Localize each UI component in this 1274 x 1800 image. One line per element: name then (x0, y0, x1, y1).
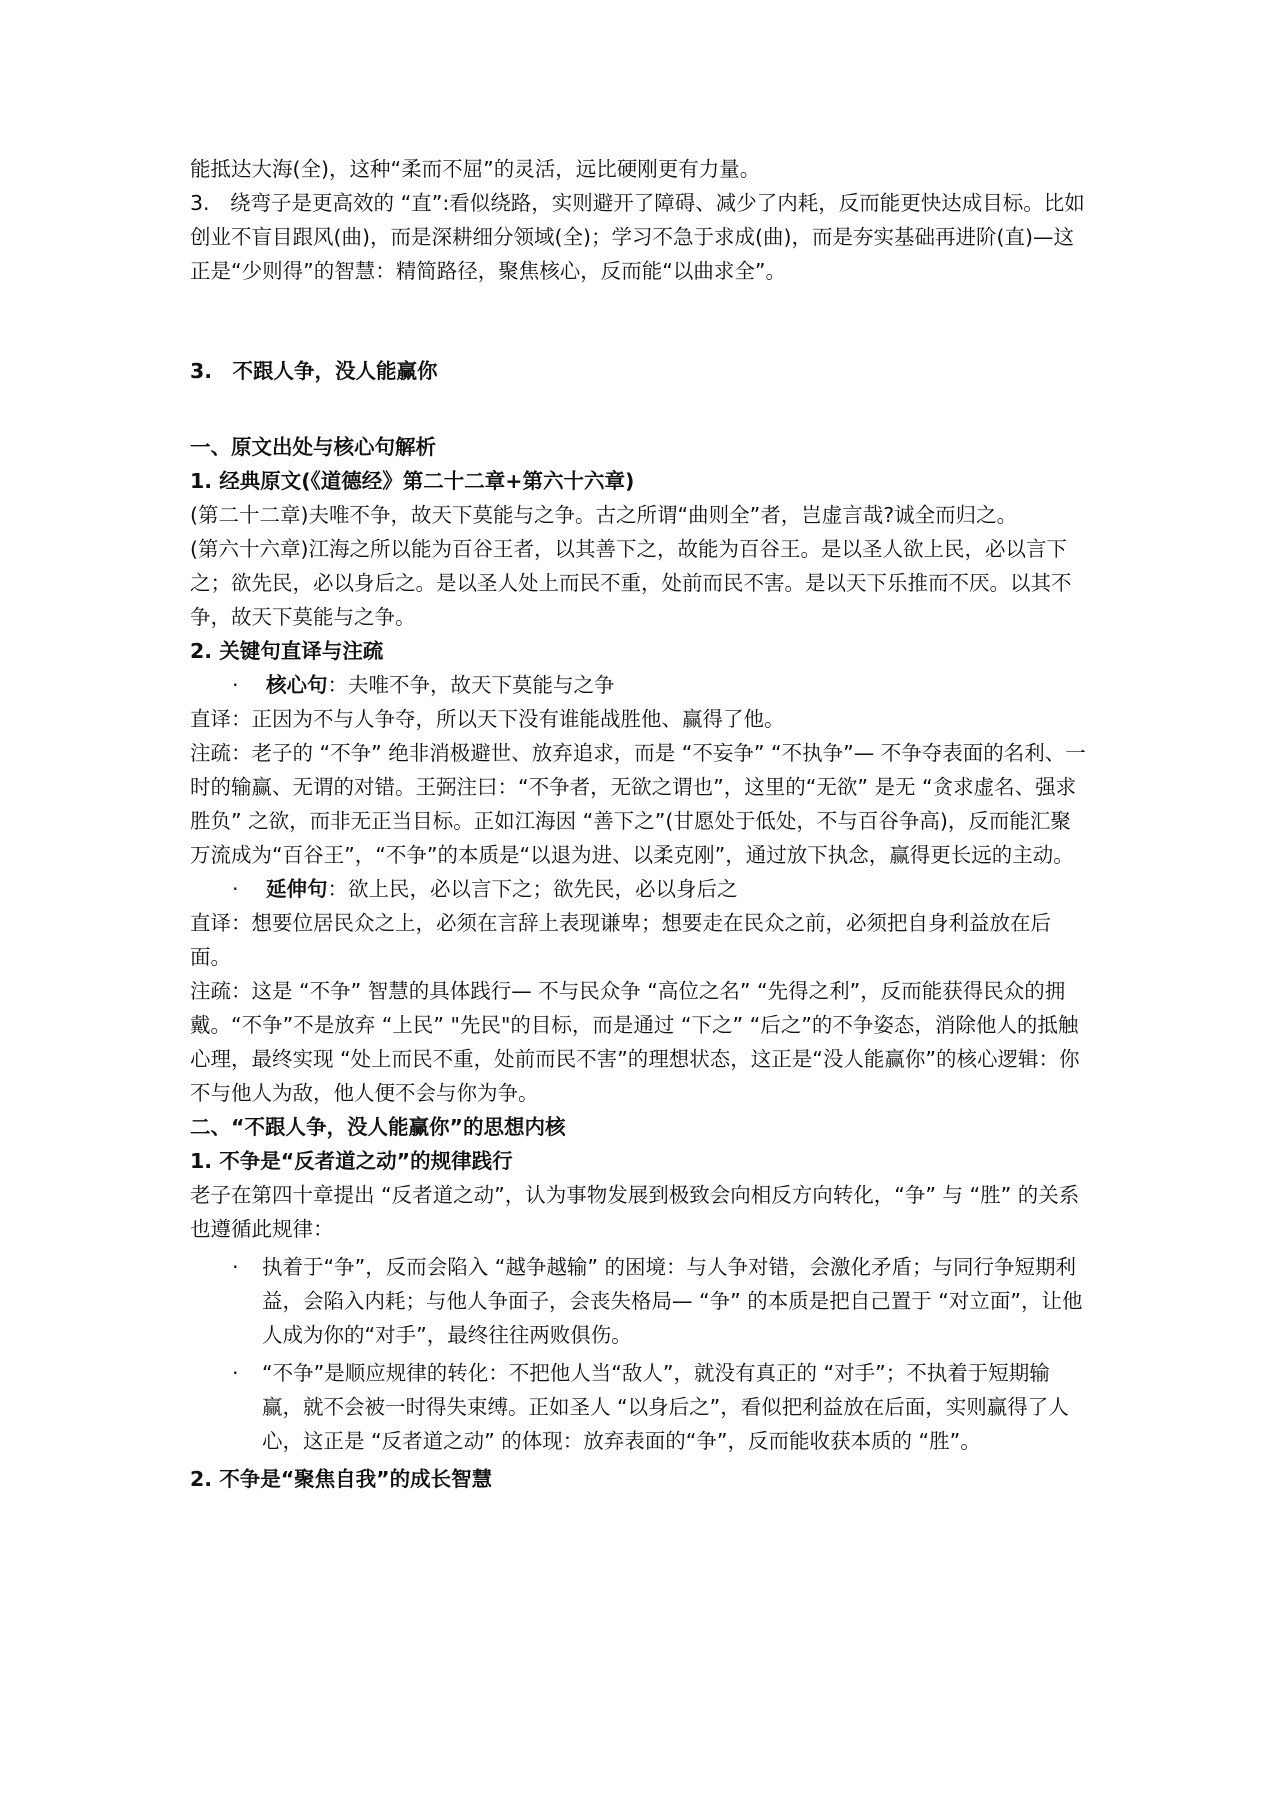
bullet-icon: · (232, 1255, 239, 1279)
subsection-heading: 1. 不争是“反者道之动”的规律践行 (190, 1149, 513, 1173)
extension-sentence (190, 872, 1090, 906)
chapter-heading: 3. 不跟人争，没人能赢你 (190, 359, 438, 383)
section-heading: 二、“不跟人争，没人能赢你”的思想内核 (190, 1115, 566, 1139)
core-sentence (190, 668, 1090, 702)
subsection-heading: 1. 经典原文(《道德经》第二十二章+第六十六章) (190, 469, 635, 493)
bullet-icon: · (232, 673, 239, 697)
subsection-heading: 2. 不争是“聚焦自我”的成长智慧 (190, 1467, 493, 1491)
document-body (190, 152, 1090, 1496)
core-sentence-label: 核心句 (266, 673, 328, 697)
extension-sentence-label: 延伸句 (266, 877, 328, 901)
list-item-text: 执着于“争”，反而会陷入 “越争越输” 的困境：与人争对错，会激化矛盾；与同行争短期利益，会陷入内耗；与他人争面子，会丧失格局— “争” 的本质是把自己置于 “对立面”，让他人成为你的“对手”，最终往往两败俱伤。 (262, 1255, 1083, 1347)
bullet-icon: · (232, 1361, 239, 1385)
intro-paragraph: 3. 绕弯子是更高效的 “直”:看似绕路，实则避开了障碍、减少了内耗，反而能更快达成目标。比如创业不盲目跟风(曲)，而是深耕细分领域(全)；学习不急于求成(曲)，而是夯实基础再进阶(直)—这正是“少则得”的智慧：精简路径，聚焦核心，反而能“以曲求全”。 (190, 191, 1085, 283)
extension-sentence-text: ：欲上民，必以言下之；欲先民，必以身后之 (327, 877, 738, 901)
core-sentence-text: ：夫唯不争，故天下莫能与之争 (327, 673, 615, 697)
section-heading: 一、原文出处与核心句解析 (190, 435, 436, 459)
list-item (190, 1356, 1090, 1458)
bullet-icon: · (232, 877, 239, 901)
extension-note: 注疏：这是 “不争” 智慧的具体践行— 不与民众争 “高位之名” “先得之利”，反而能获得民众的拥戴。“不争”不是放弃 “上民” "先民"的目标，而是通过 “下之” “后之”的不争姿态，消除他人的抵触心理，最终实现 “处上而民不重，处前而民不害”的理想状态，这正是“没人能赢你”的核心逻辑：你不与他人为敌，他人便不会与你为争。 (190, 979, 1080, 1105)
list-item (190, 1250, 1090, 1352)
list-item-text: “不争”是顺应规律的转化：不把他人当“敌人”，就没有真正的 “对手”；不执着于短期输赢，就不会被一时得失束缚。正如圣人 “以身后之”，看似把利益放在后面，实则赢得了人心，这正是 “反者道之动” 的体现：放弃表面的“争”，反而能收获本质的 “胜”。 (262, 1361, 1069, 1453)
subsection-intro: 老子在第四十章提出 “反者道之动”，认为事物发展到极致会向相反方向转化，“争” 与 “胜” 的关系也遵循此规律： (190, 1183, 1080, 1241)
core-translation: 直译：正因为不与人争夺，所以天下没有谁能战胜他、赢得了他。 (190, 707, 785, 731)
core-note: 注疏：老子的 “不争” 绝非消极避世、放弃追求，而是 “不妄争” “不执争”— 不争夺表面的名利、一时的输赢、无谓的对错。王弼注曰：“不争者，无欲之谓也”，这里的“无欲” 是无 “贪求虚名、强求胜负” 之欲，而非无正当目标。正如江海因 “善下之”(甘愿处于低处，不与百谷争高)，反而能汇聚万流成为“百谷王”，“不争”的本质是“以退为进、以柔克刚”，通过放下执念，赢得更长远的主动。 (190, 741, 1086, 867)
subsection-heading: 2. 关键句直译与注疏 (190, 639, 384, 663)
extension-translation: 直译：想要位居民众之上，必须在言辞上表现谦卑；想要走在民众之前，必须把自身利益放在后面。 (190, 911, 1051, 969)
original-text-22: (第二十二章)夫唯不争，故天下莫能与之争。古之所谓“曲则全”者，岂虚言哉?诚全而归之。 (190, 503, 1018, 527)
original-text-66: (第六十六章)江海之所以能为百谷王者，以其善下之，故能为百谷王。是以圣人欲上民，必以言下之；欲先民，必以身后之。是以圣人处上而民不重，处前而民不害。是以天下乐推而不厌。以其不争，故天下莫能与之争。 (190, 537, 1072, 629)
intro-paragraph: 能抵达大海(全)，这种“柔而不屈”的灵活，远比硬刚更有力量。 (190, 157, 761, 181)
